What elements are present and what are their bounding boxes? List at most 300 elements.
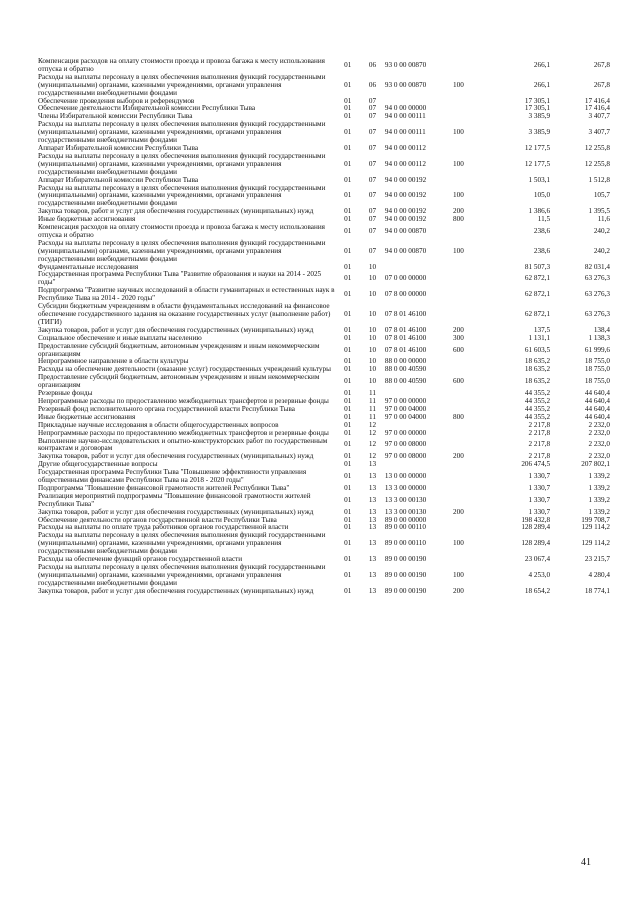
row-target-item-code: 94 0 00 00870	[384, 246, 427, 255]
row-target-item-code: 13 0 00 00000	[384, 472, 427, 481]
row-amount-year-1: 3 385,9	[528, 112, 551, 121]
row-target-item-code: 89 0 00 00110	[384, 523, 426, 532]
row-target-item-code: 89 0 00 00110	[384, 539, 426, 548]
row-section-code: 01	[344, 495, 352, 504]
row-amount-year-2: 17 416,4	[584, 104, 610, 113]
row-section-code: 01	[344, 555, 352, 564]
row-name: Расходы на выплаты персоналу в целях обеспечения выполнения функций государственными (муниципальными) органами, казенными учреждениями, органами управления государственными внебюджетными фондами	[38, 531, 326, 556]
row-amount-year-2: 61 999,6	[584, 345, 610, 354]
row-subsection-code: 10	[368, 262, 377, 271]
row-amount-year-2: 3 407,7	[588, 112, 610, 121]
row-target-item-code: 94 0 00 00192	[384, 175, 427, 184]
row-subsection-code: 07	[368, 175, 377, 184]
row-amount-year-1: 17 305,1	[524, 104, 551, 113]
row-name: Предоставление субсидий бюджетным, автономным учреждениям и иным некоммерческим организациям	[38, 373, 320, 390]
row-amount-year-1: 1 330,7	[528, 483, 551, 492]
row-amount-year-2: 1 339,2	[588, 483, 610, 492]
row-subsection-code: 10	[368, 377, 377, 386]
table-row	[38, 58, 610, 74]
row-expense-type-code	[453, 390, 482, 398]
row-subsection-code: 12	[368, 452, 377, 461]
row-expense-type-code	[453, 422, 482, 430]
row-section-code: 01	[344, 389, 352, 398]
row-target-item-code: 89 0 00 00190	[384, 555, 427, 564]
row-section-code: 01	[344, 507, 352, 516]
row-expense-type-code: 100	[453, 80, 464, 89]
row-amount-year-1: 81 507,3	[524, 262, 551, 271]
row-subsection-code: 12	[368, 428, 377, 437]
table-row	[38, 153, 610, 177]
row-target-item-code: 94 0 00 00192	[384, 215, 427, 224]
row-expense-type-code	[453, 105, 482, 113]
row-amount-year-1: 1 386,6	[528, 207, 551, 216]
row-subsection-code: 06	[368, 60, 377, 69]
row-name: Расходы на выплаты персоналу в целях обеспечения выполнения функций государственными (муниципальными) органами, казенными учреждениями, органами управления государственными внебюджетными фондами	[38, 72, 326, 97]
row-target-item-code: 07 0 00 00000	[384, 274, 427, 283]
row-target-item-code: 88 0 00 40590	[384, 377, 427, 386]
table-row	[38, 493, 610, 509]
row-subsection-code: 06	[368, 80, 377, 89]
row-amount-year-1: 44 355,2	[524, 412, 551, 421]
row-amount-year-1: 105,0	[533, 191, 551, 200]
budget-table-body	[38, 58, 610, 596]
row-section-code: 01	[344, 412, 352, 421]
row-amount-year-2: 11,6	[597, 215, 610, 224]
row-name: Другие общегосударственные вопросы	[38, 460, 158, 469]
row-amount-year-2: 129 114,2	[581, 523, 610, 532]
row-target-item-code: 88 0 00 00000	[384, 357, 427, 366]
row-expense-type-code: 100	[453, 128, 464, 137]
row-expense-type-code	[453, 517, 482, 525]
row-target-item-code: 93 0 00 00870	[384, 60, 427, 69]
row-amount-year-2: 1 512,8	[588, 175, 610, 184]
row-amount-year-1: 1 330,7	[528, 507, 551, 516]
row-expense-type-code: 100	[453, 539, 464, 548]
row-name: Расходы на обеспечение функций органов государственной власти	[38, 555, 243, 564]
row-subsection-code: 10	[368, 310, 377, 318]
row-name: Компенсация расходов на оплату стоимости проезда и провоза багажа к месту использования отпуска и обратно	[38, 57, 325, 73]
table-row	[38, 240, 610, 264]
table-row	[38, 564, 610, 588]
row-amount-year-2: 18 755,0	[584, 365, 610, 374]
row-amount-year-1: 44 355,2	[524, 389, 551, 398]
row-amount-year-1: 238,6	[533, 226, 551, 235]
row-name: Прикладные научные исследования в области общегосударственных вопросов	[38, 420, 279, 429]
row-amount-year-1: 12 177,5	[524, 159, 551, 168]
table-row	[38, 469, 610, 485]
row-amount-year-1: 266,1	[533, 60, 551, 69]
row-name: Предоставление субсидий бюджетным, автономным учреждениям и иным некоммерческим организациям	[38, 341, 320, 358]
row-subsection-code: 11	[369, 389, 376, 398]
table-row	[38, 374, 610, 390]
row-name: Закупка товаров, работ и услуг для обеспечения государственных (муниципальных) нужд	[38, 452, 314, 461]
table-row	[38, 185, 610, 209]
row-amount-year-2: 207 802,1	[581, 460, 610, 469]
row-amount-year-1: 1 330,7	[528, 472, 551, 481]
row-name: Государственная программа Республики Тыва "Повышение эффективности управления общественными финансами Республики Тыва на 2018 - 2020 годы"	[38, 468, 307, 485]
row-subsection-code: 10	[368, 345, 377, 354]
row-subsection-code: 07	[368, 159, 377, 168]
row-section-code: 01	[344, 215, 352, 224]
row-expense-type-code	[453, 264, 482, 272]
row-section-code: 01	[344, 345, 352, 354]
row-expense-type-code: 100	[453, 191, 464, 200]
row-target-item-code: 88 0 00 40590	[384, 365, 427, 374]
table-row	[38, 121, 610, 145]
row-expense-type-code: 100	[453, 570, 464, 579]
row-name: Реализация мероприятий подпрограммы "Повышение финансовой грамотности жителей Республики Тыва"	[38, 491, 311, 508]
row-amount-year-1: 12 177,5	[524, 143, 551, 152]
row-name: Аппарат Избирательной комиссии Республики Тыва	[38, 143, 199, 152]
row-expense-type-code: 100	[453, 159, 464, 168]
row-target-item-code: 07 8 01 46100	[384, 325, 427, 334]
row-amount-year-2: 199 708,7	[581, 515, 610, 524]
row-expense-type-code	[453, 366, 482, 374]
row-section-code: 01	[344, 539, 352, 548]
row-expense-type-code	[453, 556, 482, 564]
row-amount-year-2: 138,4	[593, 325, 610, 334]
row-target-item-code: 89 0 00 00190	[384, 570, 427, 579]
row-name: Расходы на выплаты персоналу в целях обеспечения выполнения функций государственными (муниципальными) органами, казенными учреждениями, органами управления государственными внебюджетными фондами	[38, 563, 326, 587]
row-name: Закупка товаров, работ и услуг для обеспечения государственных (муниципальных) нужд	[38, 507, 314, 516]
row-name: Подпрограмма "Повышение финансовой грамотности жителей Республики Тыва"	[38, 483, 290, 492]
row-amount-year-1: 18 635,2	[524, 377, 551, 386]
row-name: Закупка товаров, работ и услуг для обеспечения государственных (муниципальных) нужд	[38, 325, 314, 334]
row-subsection-code: 13	[368, 460, 377, 469]
row-section-code: 01	[344, 357, 352, 366]
row-section-code: 01	[344, 96, 352, 105]
row-name: Резервный фонд исполнительного органа государственной власти Республики Тыва	[38, 404, 295, 413]
row-expense-type-code	[453, 461, 482, 469]
row-name: Расходы на обеспечение деятельности (оказание услуг) государственных учреждений культуры	[38, 365, 331, 374]
row-target-item-code: 93 0 00 00870	[384, 80, 427, 89]
row-amount-year-2: 105,7	[593, 191, 610, 200]
row-section-code: 01	[344, 274, 352, 283]
row-amount-year-2: 63 276,3	[584, 290, 610, 299]
row-section-code: 01	[344, 60, 352, 69]
row-amount-year-1: 4 253,0	[528, 570, 551, 579]
row-name: Подпрограмма "Развитие научных исследований в области гуманитарных и естественных наук в Республике Тыва на 2014 - 2020 годы"	[38, 286, 335, 303]
row-name: Обеспечение проведения выборов и референдумов	[38, 96, 195, 105]
row-name: Непрограммные расходы по предоставлению межбюджетных трансфертов и резервные фонды	[38, 396, 329, 405]
row-section-code: 01	[344, 290, 352, 299]
row-subsection-code: 13	[368, 555, 377, 564]
row-amount-year-2: 63 276,3	[584, 310, 610, 318]
row-expense-type-code: 100	[453, 246, 464, 255]
row-amount-year-1: 62 872,1	[524, 274, 551, 283]
row-amount-year-2: 1 339,2	[588, 495, 610, 504]
row-amount-year-1: 1 131,1	[528, 333, 551, 342]
row-section-code: 01	[344, 428, 352, 437]
budget-table	[38, 58, 610, 596]
row-amount-year-2: 2 232,0	[588, 428, 610, 437]
row-expense-type-code: 600	[453, 377, 464, 386]
row-amount-year-1: 2 217,8	[528, 452, 551, 461]
row-target-item-code: 97 0 00 04000	[384, 404, 427, 413]
row-section-code: 01	[344, 404, 352, 413]
row-subsection-code: 13	[368, 570, 377, 579]
row-section-code: 01	[344, 515, 352, 524]
row-amount-year-2: 82 031,4	[584, 262, 610, 271]
row-amount-year-1: 3 385,9	[528, 128, 551, 137]
row-amount-year-1: 206 474,5	[521, 460, 551, 469]
row-section-code: 01	[344, 472, 352, 481]
row-amount-year-1: 238,6	[533, 246, 551, 255]
row-amount-year-1: 2 217,8	[528, 428, 551, 437]
row-subsection-code: 10	[368, 333, 377, 342]
row-amount-year-2: 63 276,3	[584, 274, 610, 283]
row-target-item-code: 07 8 00 00000	[384, 290, 427, 299]
row-subsection-code: 13	[368, 472, 377, 481]
row-amount-year-1: 44 355,2	[524, 404, 551, 413]
row-expense-type-code	[453, 430, 482, 438]
row-amount-year-2: 1 138,3	[588, 333, 610, 342]
row-amount-year-1: 62 872,1	[524, 310, 551, 318]
table-row	[38, 588, 610, 596]
row-name: Непрограммные расходы по предоставлению межбюджетных трансфертов и резервные фонды	[38, 428, 329, 437]
row-amount-year-1: 128 289,4	[521, 523, 551, 532]
row-expense-type-code: 200	[453, 452, 464, 461]
row-section-code: 01	[344, 128, 352, 137]
row-target-item-code	[385, 264, 453, 272]
row-amount-year-1: 2 217,8	[528, 440, 551, 449]
row-target-item-code: 13 3 00 00000	[384, 483, 427, 492]
row-expense-type-code	[453, 485, 482, 493]
row-subsection-code: 11	[369, 404, 376, 413]
row-expense-type-code: 300	[453, 333, 464, 342]
row-target-item-code: 13 3 00 00130	[384, 495, 427, 504]
row-name: Закупка товаров, работ и услуг для обеспечения государственных (муниципальных) нужд	[38, 586, 314, 595]
row-expense-type-code	[453, 271, 482, 287]
row-amount-year-2: 267,8	[593, 80, 610, 89]
row-section-code: 01	[344, 333, 352, 342]
row-target-item-code: 97 0 00 04000	[384, 412, 427, 421]
row-name: Члены Избирательной комиссии Республики Тыва	[38, 112, 193, 121]
row-expense-type-code: 200	[453, 325, 464, 334]
row-subsection-code: 10	[368, 357, 377, 366]
row-expense-type-code	[453, 303, 482, 327]
row-subsection-code: 07	[368, 191, 377, 200]
row-target-item-code: 13 3 00 00130	[384, 507, 427, 516]
row-name: Иные бюджетные ассигнования	[38, 412, 136, 421]
row-section-code: 01	[344, 452, 352, 461]
row-section-code: 01	[344, 80, 352, 89]
row-target-item-code: 97 0 00 00000	[384, 396, 427, 405]
row-section-code: 01	[344, 262, 352, 271]
row-section-code: 01	[344, 483, 352, 492]
row-section-code: 01	[344, 325, 352, 334]
row-amount-year-1: 23 067,4	[524, 555, 551, 564]
row-amount-year-2: 18 755,0	[584, 377, 610, 386]
row-section-code: 01	[344, 396, 352, 405]
row-amount-year-2: 44 640,4	[584, 396, 610, 405]
row-name: Расходы на выплаты персоналу в целях обеспечения выполнения функций государственными (муниципальными) органами, казенными учреждениями, органами управления государственными внебюджетными фондами	[38, 151, 326, 176]
row-subsection-code: 07	[368, 143, 377, 152]
row-target-item-code: 94 0 00 00000	[384, 104, 427, 113]
row-target-item-code: 89 0 00 00000	[384, 515, 427, 524]
row-section-code: 01	[344, 570, 352, 579]
row-amount-year-2: 240,2	[593, 246, 610, 255]
row-target-item-code: 94 0 00 00112	[384, 159, 426, 168]
row-amount-year-2: 44 640,4	[584, 404, 610, 413]
row-section-code: 01	[344, 586, 352, 595]
row-section-code: 01	[344, 460, 352, 469]
row-subsection-code: 07	[368, 226, 377, 235]
row-subsection-code: 13	[368, 523, 377, 532]
row-expense-type-code	[453, 524, 482, 532]
table-row	[38, 74, 610, 98]
row-amount-year-2: 129 114,2	[581, 539, 610, 548]
row-subsection-code: 13	[368, 539, 377, 548]
row-amount-year-1: 198 432,8	[521, 515, 551, 524]
row-subsection-code: 07	[368, 207, 377, 216]
row-target-item-code: 94 0 00 00111	[384, 128, 426, 137]
row-subsection-code: 10	[368, 325, 377, 334]
row-amount-year-1: 1 503,1	[528, 175, 551, 184]
row-amount-year-2: 240,2	[593, 226, 610, 235]
row-subsection-code: 13	[368, 483, 377, 492]
row-subsection-code: 07	[368, 104, 377, 113]
row-name: Непрограммное направление в области культуры	[38, 357, 189, 366]
table-row	[38, 224, 610, 240]
row-target-item-code: 94 0 00 00192	[384, 191, 427, 200]
row-amount-year-2: 2 232,0	[588, 452, 610, 461]
row-subsection-code: 11	[369, 412, 376, 421]
row-name: Субсидии бюджетным учреждениям в области фундаментальных исследований на финансовое обеспечение государственного задания на оказание государственных услуг (выполнение работ) (ТИГИ)	[38, 302, 331, 326]
row-name: Расходы на выплаты персоналу в целях обеспечения выполнения функций государственными (муниципальными) органами, казенными учреждениями, органами управления государственными внебюджетными фондами	[38, 238, 326, 263]
row-amount-year-1: 44 355,2	[524, 396, 551, 405]
row-section-code: 01	[344, 112, 352, 121]
row-amount-year-1: 18 654,2	[524, 586, 551, 595]
row-expense-type-code	[453, 98, 482, 106]
row-section-code: 01	[344, 377, 352, 386]
row-subsection-code: 13	[368, 507, 377, 516]
row-name: Расходы на выплаты по оплате труда работников органов государственной власти	[38, 523, 289, 532]
row-target-item-code: 97 0 00 00000	[384, 428, 427, 437]
row-amount-year-1: 1 330,7	[528, 495, 551, 504]
table-row	[38, 343, 610, 359]
row-section-code: 01	[344, 104, 352, 113]
row-subsection-code: 07	[368, 215, 377, 224]
row-subsection-code: 13	[368, 586, 377, 595]
row-expense-type-code: 200	[453, 207, 464, 216]
row-amount-year-1: 61 603,5	[524, 345, 551, 354]
row-section-code: 01	[344, 159, 352, 168]
table-row	[38, 438, 610, 454]
row-subsection-code: 10	[368, 290, 377, 299]
row-name: Обеспечение деятельности Избирательной комиссии Республики Тыва	[38, 104, 256, 113]
row-expense-type-code	[453, 58, 482, 74]
row-section-code: 01	[344, 440, 352, 449]
row-expense-type-code: 200	[453, 507, 464, 516]
row-target-item-code: 97 0 00 08000	[384, 440, 427, 449]
row-section-code: 01	[344, 523, 352, 532]
row-subsection-code: 13	[368, 495, 377, 504]
row-name: Расходы на выплаты персоналу в целях обеспечения выполнения функций государственными (муниципальными) органами, казенными учреждениями, органами управления государственными внебюджетными фондами	[38, 120, 326, 145]
row-name: Фундаментальные исследования	[38, 262, 139, 271]
row-expense-type-code	[453, 287, 482, 303]
row-subsection-code: 12	[368, 420, 377, 429]
row-amount-year-2: 12 255,8	[584, 143, 610, 152]
row-name: Закупка товаров, работ и услуг для обеспечения государственных (муниципальных) нужд	[38, 207, 314, 216]
row-amount-year-2: 12 255,8	[584, 159, 610, 168]
row-amount-year-2: 267,8	[593, 60, 610, 69]
row-name: Государственная программа Республики Тыва "Развитие образования и науки на 2014 - 2025 годы"	[38, 270, 322, 287]
page-number: 41	[581, 857, 591, 868]
row-expense-type-code	[453, 493, 482, 509]
row-amount-year-2: 44 640,4	[584, 412, 610, 421]
row-amount-year-2: 1 339,2	[588, 472, 610, 481]
row-target-item-code: 97 0 00 08000	[384, 452, 427, 461]
row-expense-type-code	[453, 398, 482, 406]
table-row	[38, 532, 610, 556]
row-amount-year-2: 1 339,2	[588, 507, 610, 516]
row-subsection-code: 10	[368, 365, 377, 374]
row-section-code: 01	[344, 207, 352, 216]
row-amount-year-1: 18 635,2	[524, 357, 551, 366]
row-amount-year-2: 2 232,0	[588, 440, 610, 449]
row-subsection-code: 13	[368, 515, 377, 524]
row-name: Аппарат Избирательной комиссии Республики Тыва	[38, 175, 199, 184]
row-subsection-code: 07	[368, 246, 377, 255]
row-subsection-code: 07	[368, 128, 377, 137]
row-expense-type-code	[453, 438, 482, 454]
row-amount-year-1: 137,5	[533, 325, 551, 334]
row-target-item-code: 07 8 01 46100	[384, 345, 427, 354]
row-target-item-code: 89 0 00 00190	[384, 586, 427, 595]
row-expense-type-code	[453, 224, 482, 240]
row-amount-year-2: 2 232,0	[588, 420, 610, 429]
table-row	[38, 287, 610, 303]
row-expense-type-code	[453, 469, 482, 485]
table-row	[38, 271, 610, 287]
row-amount-year-2: 1 395,5	[588, 207, 610, 216]
row-subsection-code: 12	[368, 440, 377, 449]
row-target-item-code: 94 0 00 00192	[384, 207, 427, 216]
row-section-code: 01	[344, 191, 352, 200]
row-subsection-code: 07	[368, 96, 377, 105]
row-amount-year-2: 4 280,4	[588, 570, 610, 579]
row-subsection-code: 07	[368, 112, 377, 121]
row-expense-type-code: 200	[453, 586, 464, 595]
row-section-code: 01	[344, 310, 352, 318]
row-name: Компенсация расходов на оплату стоимости проезда и провоза багажа к месту использования отпуска и обратно	[38, 223, 325, 239]
row-expense-type-code	[453, 113, 482, 121]
row-amount-year-1: 17 305,1	[524, 96, 551, 105]
row-expense-type-code: 600	[453, 345, 464, 354]
row-target-item-code: 07 8 01 46100	[384, 333, 427, 342]
row-subsection-code: 10	[368, 274, 377, 283]
row-name: Обеспечение деятельности органов государственной власти Республики Тыва	[38, 515, 277, 524]
row-amount-year-2: 23 215,7	[584, 555, 610, 564]
table-row	[38, 303, 610, 327]
row-amount-year-1: 2 217,8	[528, 420, 551, 429]
row-target-item-code: 94 0 00 00870	[384, 226, 427, 235]
row-section-code: 01	[344, 226, 352, 235]
row-amount-year-2: 17 416,4	[584, 96, 610, 105]
row-expense-type-code: 800	[453, 215, 464, 224]
row-expense-type-code	[453, 358, 482, 366]
row-section-code: 01	[344, 143, 352, 152]
row-target-item-code: 94 0 00 00112	[384, 143, 426, 152]
row-amount-year-2: 44 640,4	[584, 389, 610, 398]
row-subsection-code: 11	[369, 396, 376, 405]
row-target-item-code: 94 0 00 00111	[384, 112, 426, 121]
row-expense-type-code	[453, 145, 482, 153]
row-amount-year-1: 266,1	[533, 80, 551, 89]
row-name: Расходы на выплаты персоналу в целях обеспечения выполнения функций государственными (муниципальными) органами, казенными учреждениями, органами управления государственными внебюджетными фондами	[38, 183, 326, 208]
row-expense-type-code: 800	[453, 412, 464, 421]
